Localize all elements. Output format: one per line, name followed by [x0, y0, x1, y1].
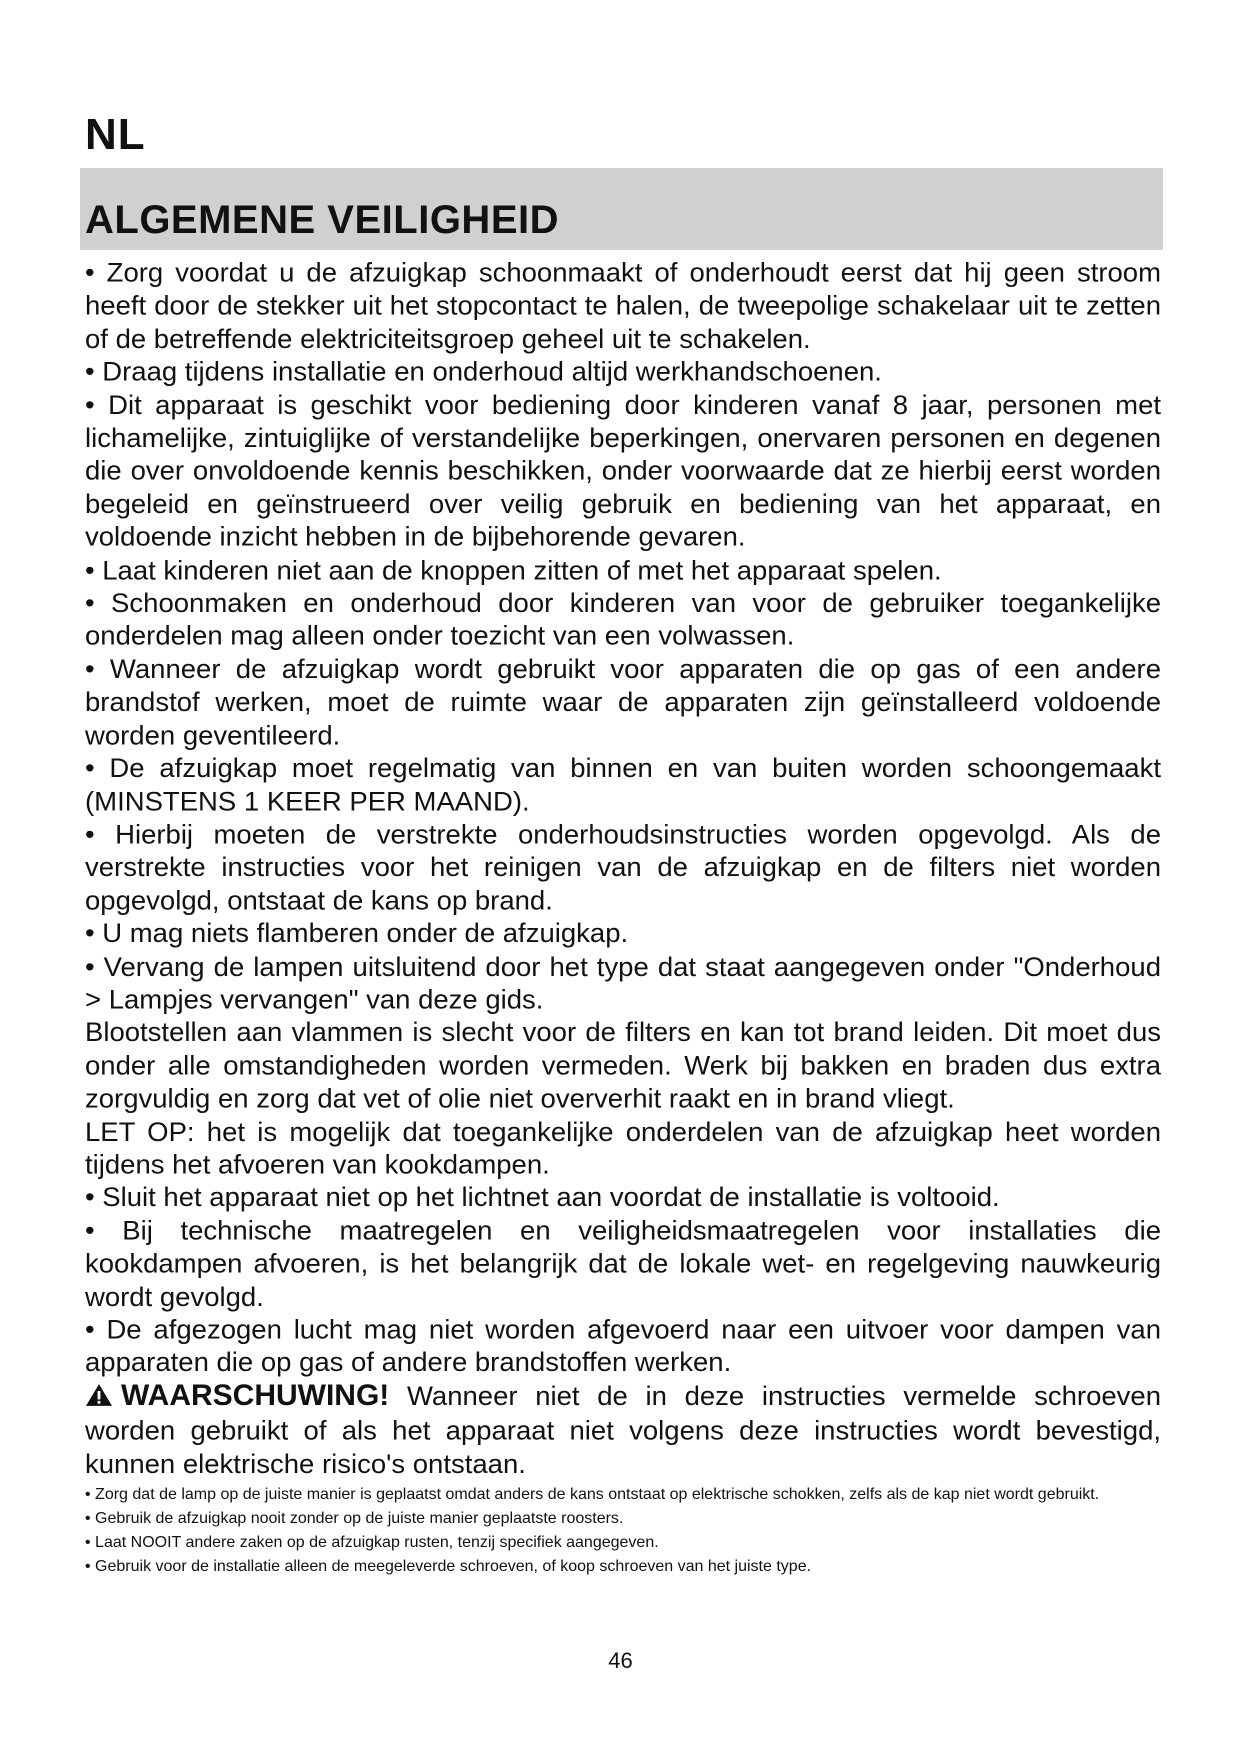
- warning-triangle-icon: [85, 1381, 113, 1414]
- paragraph: • Draag tijdens installatie en onderhoud altijd werkhandschoenen.: [85, 356, 882, 387]
- paragraph: • Zorg voordat u de afzuigkap schoonmaakt of onderhoudt eerst dat hij geen stroom heeft door de stekker uit het stopcontact te halen, de tweepolige schakelaar uit te zetten of de betreffende elektriciteitsgroep geheel uit te schakelen.: [85, 256, 1161, 354]
- paragraph: • Wanneer de afzuigkap wordt gebruikt voor apparaten die op gas of een andere brandstof werken, moet de ruimte waar de apparaten zijn geïnstalleerd voldoende worden geventileerd.: [85, 653, 1161, 751]
- small-notes: [85, 1483, 1161, 1579]
- language-code: NL: [85, 110, 146, 159]
- paragraph: • De afzuigkap moet regelmatig van binnen en van buiten worden schoongemaakt (MINSTENS 1 KEER PER MAAND).: [85, 752, 1161, 817]
- paragraph: • Hierbij moeten de verstrekte onderhoudsinstructies worden opgevolgd. Als de verstrekte instructies voor het reinigen van de afzuigkap en de filters niet worden opgevolgd, ontstaat de kans op brand.: [85, 818, 1161, 916]
- warning-paragraph: [85, 1379, 1161, 1480]
- paragraph: Blootstellen aan vlammen is slecht voor de filters en kan tot brand leiden. Dit moet dus onder alle omstandigheden worden vermeden. Werk bij bakken en braden dus extra zorgvuldig en zorg dat vet of olie niet oververhit raakt en in brand vliegt.: [85, 1016, 1161, 1114]
- paragraph: LET OP: het is mogelijk dat toegankelijke onderdelen van de afzuigkap heet worden tijdens het afvoeren van kookdampen.: [85, 1115, 1161, 1180]
- note: • Laat NOOIT andere zaken op de afzuigkap rusten, tenzij specifiek aangegeven.: [85, 1534, 659, 1551]
- paragraph: • Schoonmaken en onderhoud door kinderen van voor de gebruiker toegankelijke onderdelen mag alleen onder toezicht van een volwassen.: [85, 587, 1161, 651]
- warning-heading: WAARSCHUWING!: [121, 1378, 390, 1412]
- paragraph: • U mag niets flamberen onder de afzuigkap.: [85, 917, 629, 949]
- paragraph: • De afgezogen lucht mag niet worden afgevoerd naar een uitvoer voor dampen van apparaten die op gas of andere brandstoffen werken.: [85, 1313, 1161, 1378]
- page-number: 46: [608, 1648, 633, 1673]
- paragraph: • Dit apparaat is geschikt voor bediening door kinderen vanaf 8 jaar, personen met lichamelijke, zintuiglijke of verstandelijke beperkingen, onervaren personen en degenen die over onvoldoende kennis beschikken, onder voorwaarde dat ze hierbij eerst worden begeleid en geïnstrueerd over veilig gebruik en bediening van het apparaat, en voldoende inzicht hebben in de bijbehorende gevaren.: [85, 389, 1161, 552]
- note: • Gebruik de afzuigkap nooit zonder op de juiste manier geplaatste roosters.: [85, 1510, 624, 1527]
- note: • Zorg dat de lamp op de juiste manier is geplaatst omdat anders de kans ontstaat op elektrische schokken, zelfs als de kap niet wordt gebruikt.: [85, 1486, 1100, 1503]
- safety-text: [85, 256, 1161, 1480]
- paragraph: • Sluit het apparaat niet op het lichtnet aan voordat de installatie is voltooid.: [85, 1181, 1000, 1213]
- warning-text: Wanneer niet de in deze instructies vermelde schroeven worden gebruikt of als het apparaat niet volgens deze instructies wordt bevestigd, kunnen elektrische risico's ontstaan.: [85, 1379, 1161, 1479]
- paragraph: • Laat kinderen niet aan de knoppen zitten of met het apparaat spelen.: [85, 554, 942, 585]
- paragraph: • Vervang de lampen uitsluitend door het type dat staat aangegeven onder "Onderhoud > Lampjes vervangen" van deze gids.: [85, 950, 1161, 1015]
- page-title: ALGEMENE VEILIGHEID: [85, 198, 559, 242]
- note: • Gebruik voor de installatie alleen de meegeleverde schroeven, of koop schroeven van het juiste type.: [85, 1558, 812, 1575]
- paragraph: • Bij technische maatregelen en veiligheidsmaatregelen voor installaties die kookdampen afvoeren, is het belangrijk dat de lokale wet- en regelgeving nauwkeurig wordt gevolgd.: [85, 1214, 1161, 1312]
